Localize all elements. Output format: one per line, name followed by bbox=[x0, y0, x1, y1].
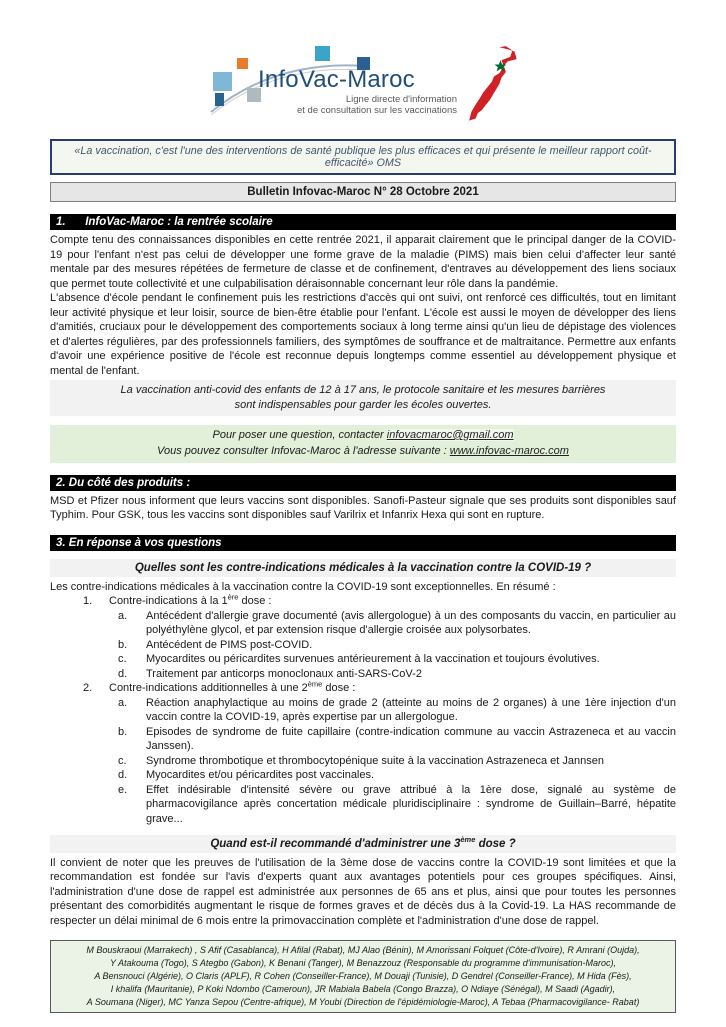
list2-title bbox=[109, 681, 676, 696]
list1-number: 1. bbox=[83, 595, 93, 608]
section1-header-bar bbox=[50, 214, 676, 230]
list-item bbox=[50, 696, 676, 725]
logo-square-medblue bbox=[215, 93, 224, 106]
vaccination-statement bbox=[50, 380, 676, 416]
contact-line1-prefix: Pour poser une question, contacter bbox=[212, 428, 387, 441]
list2-item-e-text: Effet indésirable d'intensité sévère ou grave attribué à la 1ère dose, signalé au système de pharmacovigilance après concertation médicale pluridisciplinaire : syndrome de Guillain–Barré, hépatite grave... bbox=[146, 783, 676, 825]
logo-square-orange bbox=[237, 58, 248, 69]
footer-line: Y Atakouma (Togo), S Ategbo (Gabon), K Benani (Tanger), M Benazzouz (Responsable du programme d'immunisation-Maroc), bbox=[110, 958, 616, 969]
contact-email-link[interactable]: infovacmaroc@gmail.com bbox=[386, 428, 514, 441]
header bbox=[50, 46, 676, 129]
section1-paragraph2: L'absence d'école pendant le confinement puis les restrictions d'accès qui ont suivi, ont renforcé ces difficultés, tout en limitant leur activité physique et leur loisir, source de bien-être établie pour l'enfant. L'école est aussi le moyen de développer des liens d'amitiés, cruciaux pour le développement des comportements sociaux à long terme ainsi qu'un lieu de dépistage des violences et d'alertes régulières, par des professionnels familiers, des symptômes de souffrance et de maltraitance. Permettre aux enfants d'avoir une expérience positive de l'école est reconnue depuis longtemps comme essentiel au développement physique et mental de l'enfant. bbox=[50, 292, 676, 377]
contact-website-link[interactable]: www.infovac-maroc.com bbox=[449, 444, 569, 457]
quote-banner: «La vaccination, c'est l'une des interventions de santé publique les plus efficaces et qui présente le meilleur rapport coût-efficacité» OMS bbox=[50, 139, 676, 175]
list1-item-a-marker: a. bbox=[118, 609, 128, 622]
logo-tagline-line1: Ligne directe d'information bbox=[345, 94, 457, 105]
section3-header-bar: 3. En réponse à vos questions bbox=[50, 535, 676, 551]
contact-line2 bbox=[60, 444, 666, 460]
morocco-map-icon bbox=[467, 46, 521, 124]
section1-paragraph1: Compte tenu des connaissances disponibles en cette rentrée 2021, il apparait clairement que le principal danger de la COVID-19 pour l'enfant n'est pas celui de développer une forme grave de la maladie (PIMS) mais bien celui d'affecter leur santé mentale par des mesures répétées de fermeture de classe et de confinement, d'entraves au développement des liens sociaux que permet toute collectivité et une culpabilisation déraisonnable concernant leur rôle dans la pandémie. bbox=[50, 234, 676, 290]
list1-item-b-marker: b. bbox=[118, 638, 128, 651]
list1-item-c-marker: c. bbox=[118, 653, 127, 666]
list2-item-c-text: Syndrome thrombotique et thrombocytopénique suite à la vaccination Astrazeneca et Jannsen bbox=[146, 754, 604, 767]
list2-number: 2. bbox=[83, 682, 93, 695]
question2-header bbox=[50, 835, 676, 853]
list1-item-d-marker: d. bbox=[118, 667, 128, 680]
question2-paragraph: Il convient de noter que les preuves de l'utilisation de la 3ème dose de vaccins contre la COVID-19 sont limitées et que la recommandation est fondée sur l'avis d'experts quant aux avantages potentiels pour ces groupes spécifiques. Ainsi, l'administration d'une dose de rappel est administrée aux personnes de 65 ans et plus, ainsi que pour toutes les personnes présentant des comorbidités augmentant le risque de formes graves et de décès dus à la Covid-19. La HAS recommande de respecter un délai minimal de 6 mois entre la primovaccination complète et l'administration d'une dose de rappel. bbox=[50, 856, 676, 927]
section2-paragraph: MSD et Pfizer nous informent que leurs vaccins sont disponibles. Sanofi-Pasteur signale que ses produits sont disponibles sauf Typhim. Pour GSK, tous les vaccins sont disponibles sauf Varilrix et Infanrix Hexa qui sont en rupture. bbox=[50, 494, 676, 522]
list2-item-a-text: Réaction anaphylactique au moins de grade 2 (atteinte au moins de 2 organes) à une 1ère injection d'un vaccin contre la COVID-19, après expertise par un allergologue. bbox=[146, 696, 676, 724]
contact-block bbox=[50, 425, 676, 463]
footer-line: A Bensnouci (Algérie), O Claris (APLF), R Cohen (Conseiller-France), M Douaji (Tunisie), D Gendrel (Conseiller-France), M Hida (Fès), bbox=[94, 971, 632, 982]
logo-square-teal bbox=[315, 46, 330, 61]
list2-item-d-marker: d. bbox=[118, 769, 128, 782]
list1-item-a-text: Antécédent d'allergie grave documenté (avis allergologue) à un des composants du vaccin, en particulier au polyéthylène glycol, et par extension risque d'allergie croisée aux polysorbates. bbox=[146, 609, 676, 637]
question2-pre: Quand est-il recommandé d'administrer une 3 bbox=[210, 837, 461, 850]
question1-intro: Les contre-indications médicales à la vaccination contre la COVID-19 sont exceptionnelles. En résumé : bbox=[50, 580, 556, 593]
bulletin-title-bar: Bulletin Infovac-Maroc N° 28 Octobre 2021 bbox=[50, 182, 676, 202]
contact-line2-prefix: Vous pouvez consulter Infovac-Maroc à l'adresse suivante : bbox=[157, 444, 450, 457]
list2-title-sup: ème bbox=[307, 679, 323, 689]
morocco-map-wrap bbox=[467, 46, 521, 129]
list-item bbox=[50, 609, 676, 638]
logo-tagline bbox=[297, 94, 457, 117]
section1-title: InfoVac-Maroc : la rentrée scolaire bbox=[85, 216, 273, 228]
logo-square-lightblue bbox=[213, 72, 232, 91]
contact-line1 bbox=[60, 428, 666, 444]
list1-title bbox=[109, 594, 676, 609]
list1-header bbox=[50, 594, 676, 609]
list1-item-c-text: Myocardites ou péricardites survenues antérieurement à la vaccination et toujours évolutives. bbox=[146, 653, 600, 666]
section2-header-bar: 2. Du côté des produits : bbox=[50, 475, 676, 491]
section1-number: 1. bbox=[56, 216, 66, 228]
list-item bbox=[50, 652, 676, 667]
list-item bbox=[50, 783, 676, 827]
list1-item-d-text: Traitement par anticorps monoclonaux anti-SARS-CoV-2 bbox=[146, 667, 422, 680]
list2-item-b-text: Episodes de syndrome de fuite capillaire (contre-indication commune au vaccin Astrazeneca et au vaccin Janssen). bbox=[146, 725, 676, 753]
logo-tagline-line2: et de consultation sur les vaccinations bbox=[296, 105, 457, 117]
question2-post: dose ? bbox=[475, 837, 516, 850]
infovac-logo bbox=[205, 46, 457, 126]
list1-item-b-text: Antécédent de PIMS post-COVID. bbox=[146, 638, 313, 651]
list2-item-b-marker: b. bbox=[118, 725, 128, 738]
list2-item-c-marker: c. bbox=[118, 754, 127, 767]
logo-title: InfoVac-Maroc bbox=[258, 66, 415, 93]
list2-item-e-marker: e. bbox=[118, 783, 128, 796]
list2-item-a-marker: a. bbox=[118, 696, 128, 709]
footer-line: M Bouskraoui (Marrakech) , S Afif (Casablanca), H Afilal (Rabat), MJ Alao (Bénin), M Amorissani Folquet (Côte-d'Ivoire), R Amrani (Oujda), bbox=[86, 945, 640, 956]
statement-line1: La vaccination anti-covid des enfants de 12 à 17 ans, le protocole sanitaire et les mesures barrières bbox=[120, 384, 606, 397]
list-item bbox=[50, 638, 676, 653]
list1-title-pre: Contre-indications à la 1 bbox=[109, 595, 228, 608]
list-item bbox=[50, 667, 676, 682]
committee-footer bbox=[50, 940, 676, 1013]
list2-title-post: dose : bbox=[322, 682, 356, 695]
statement-line2: sont indispensables pour garder les écoles ouvertes. bbox=[234, 399, 492, 411]
footer-line: I khalifa (Mauritanie), P Koki Ndombo (Cameroun), JR Mabiala Babela (Congo Brazza), O Ndiaye (Sénégal), M Saadi (Agadir), bbox=[110, 984, 616, 995]
list2-item-d-text: Myocardites et/ou péricardites post vaccinales. bbox=[146, 769, 375, 782]
list-item bbox=[50, 725, 676, 754]
question2-sup: ème bbox=[460, 834, 476, 844]
list1-title-sup: ère bbox=[227, 592, 239, 602]
list1-title-post: dose : bbox=[238, 595, 272, 608]
question1-header: Quelles sont les contre-indications médicales à la vaccination contre la COVID-19 ? bbox=[50, 559, 676, 577]
footer-line: A Soumana (Niger), MC Yanza Sepou (Centre-afrique), M Youbi (Direction de l'épidémiologie-Maroc), A Tebaa (Pharmacovigilance- Rabat) bbox=[86, 997, 640, 1008]
list2-header bbox=[50, 681, 676, 696]
list-item bbox=[50, 768, 676, 783]
list-item bbox=[50, 754, 676, 769]
list2-title-pre: Contre-indications additionnelles à une 2 bbox=[109, 682, 308, 695]
